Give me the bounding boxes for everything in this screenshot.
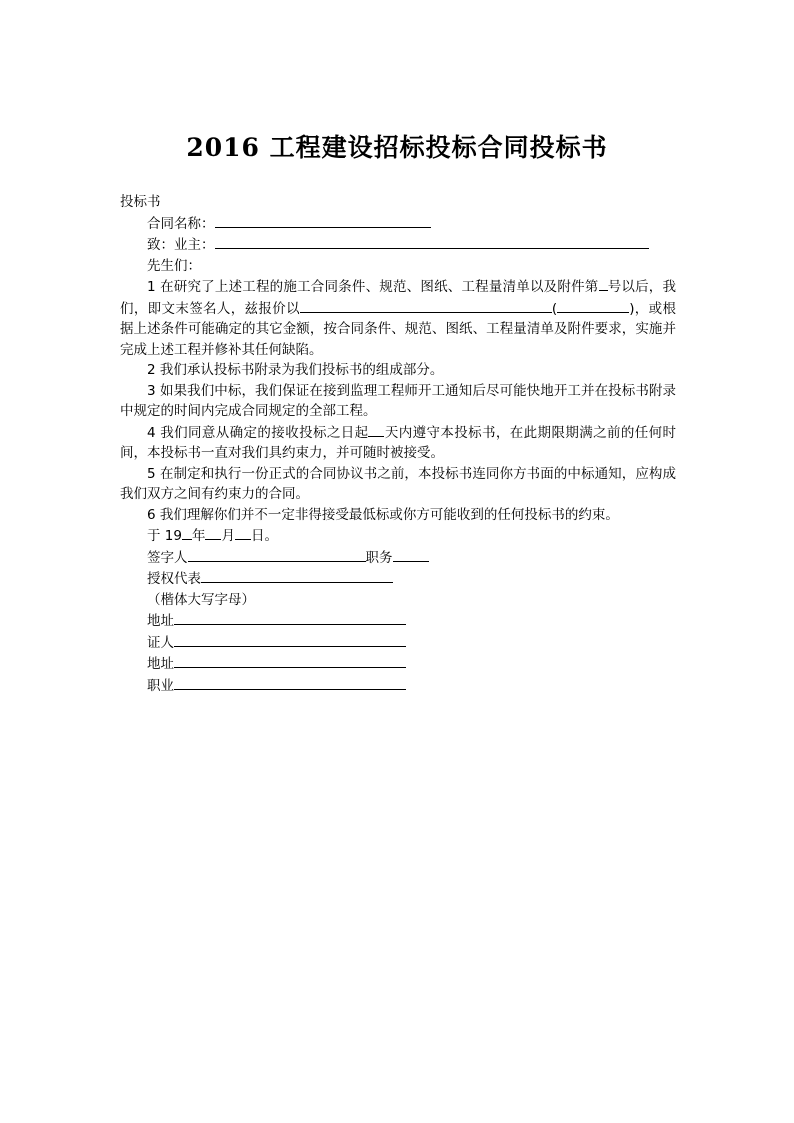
caps-note: （楷体大写字母） (147, 591, 255, 608)
paragraph-1 (120, 276, 676, 360)
address-blank-1 (174, 610, 406, 625)
document-body (120, 192, 676, 696)
price-figures-blank (557, 298, 629, 313)
address-row-1 (120, 610, 676, 632)
address-blank-2 (174, 653, 406, 668)
date-text-c: 月 (221, 528, 235, 544)
price-words-blank (300, 298, 552, 313)
p1-text-d: ( (551, 300, 558, 317)
position-label: 职务 (365, 549, 393, 566)
p1-text-b: 号以后， (607, 279, 663, 295)
attachment-number-blank (599, 276, 608, 291)
paragraph-4 (120, 422, 676, 464)
contract-name-label: 合同名称： (147, 215, 215, 232)
paragraph-3: 3 如果我们中标，我们保证在接到监理工程师开工通知后尽可能快地开工并在投标书附录中规定的时间内完成合同规定的全部工程。 (120, 382, 676, 419)
witness-blank (174, 632, 406, 647)
p1-text-e: )，或 (629, 300, 663, 317)
address-label-2: 地址 (147, 656, 174, 672)
paragraph-5: 5 在制定和执行一份正式的合同协议书之前，本投标书连同你方书面的中标通知，应构成我们双方之间有约束力的合同。 (120, 465, 676, 502)
p1-text-f: 根据上述条件可能确定的其它金额，按合同条件、规范、图纸、工程量清单及附件要求，实施并完成上述工程并修补其任何缺陷。 (120, 300, 676, 358)
document-title: 2016 工程建设招标投标合同投标书 (186, 133, 608, 162)
witness-row (120, 632, 676, 654)
day-blank (235, 525, 251, 540)
address-label-1: 地址 (147, 613, 174, 629)
contract-name-row (120, 213, 676, 235)
occupation-blank (174, 675, 406, 690)
date-row (120, 525, 676, 547)
date-text-b: 年 (191, 528, 206, 544)
to-owner-row (120, 234, 676, 256)
date-text-a: 于 19 (147, 528, 182, 544)
authorized-blank (201, 568, 393, 583)
p1-text-a: 1 在研究了上述工程的施工合同条件、规范、图纸、工程量清单以及附件第 (147, 279, 599, 295)
occupation-label: 职业 (147, 677, 174, 694)
month-blank (205, 525, 221, 540)
signer-row (120, 547, 676, 569)
paragraph-6: 6 我们理解你们并不一定非得接受最低标或你方可能收到的任何投标书的约束。 (147, 506, 619, 523)
paragraph-2: 2 我们承认投标书附录为我们投标书的组成部分。 (147, 362, 444, 378)
p4-text-b: 天内遵守本投标书，在此期限期满之前的任何时间，本投标书一直对我们具约束力，并可随时被接受。 (120, 424, 676, 461)
contract-name-blank (215, 213, 431, 228)
position-blank (393, 547, 429, 562)
signer-blank (188, 547, 366, 562)
occupation-row (120, 675, 676, 697)
p1-text-c: 我们，即文末签名人，兹报价以 (120, 279, 677, 317)
signer-label: 签字人 (147, 549, 188, 566)
salutation: 先生们： (147, 257, 201, 274)
address-row-2 (120, 653, 676, 675)
authorized-row (120, 568, 676, 590)
doc-label: 投标书 (120, 194, 161, 210)
date-text-d: 日。 (250, 528, 278, 544)
witness-label: 证人 (147, 634, 174, 651)
owner-blank (215, 234, 649, 249)
year-blank (182, 525, 192, 540)
p4-text-a: 4 我们同意从确定的接收投标之日起 (147, 424, 369, 441)
days-blank (368, 422, 384, 437)
to-owner-label: 致：业主： (147, 237, 215, 253)
authorized-label: 授权代表 (147, 571, 201, 587)
